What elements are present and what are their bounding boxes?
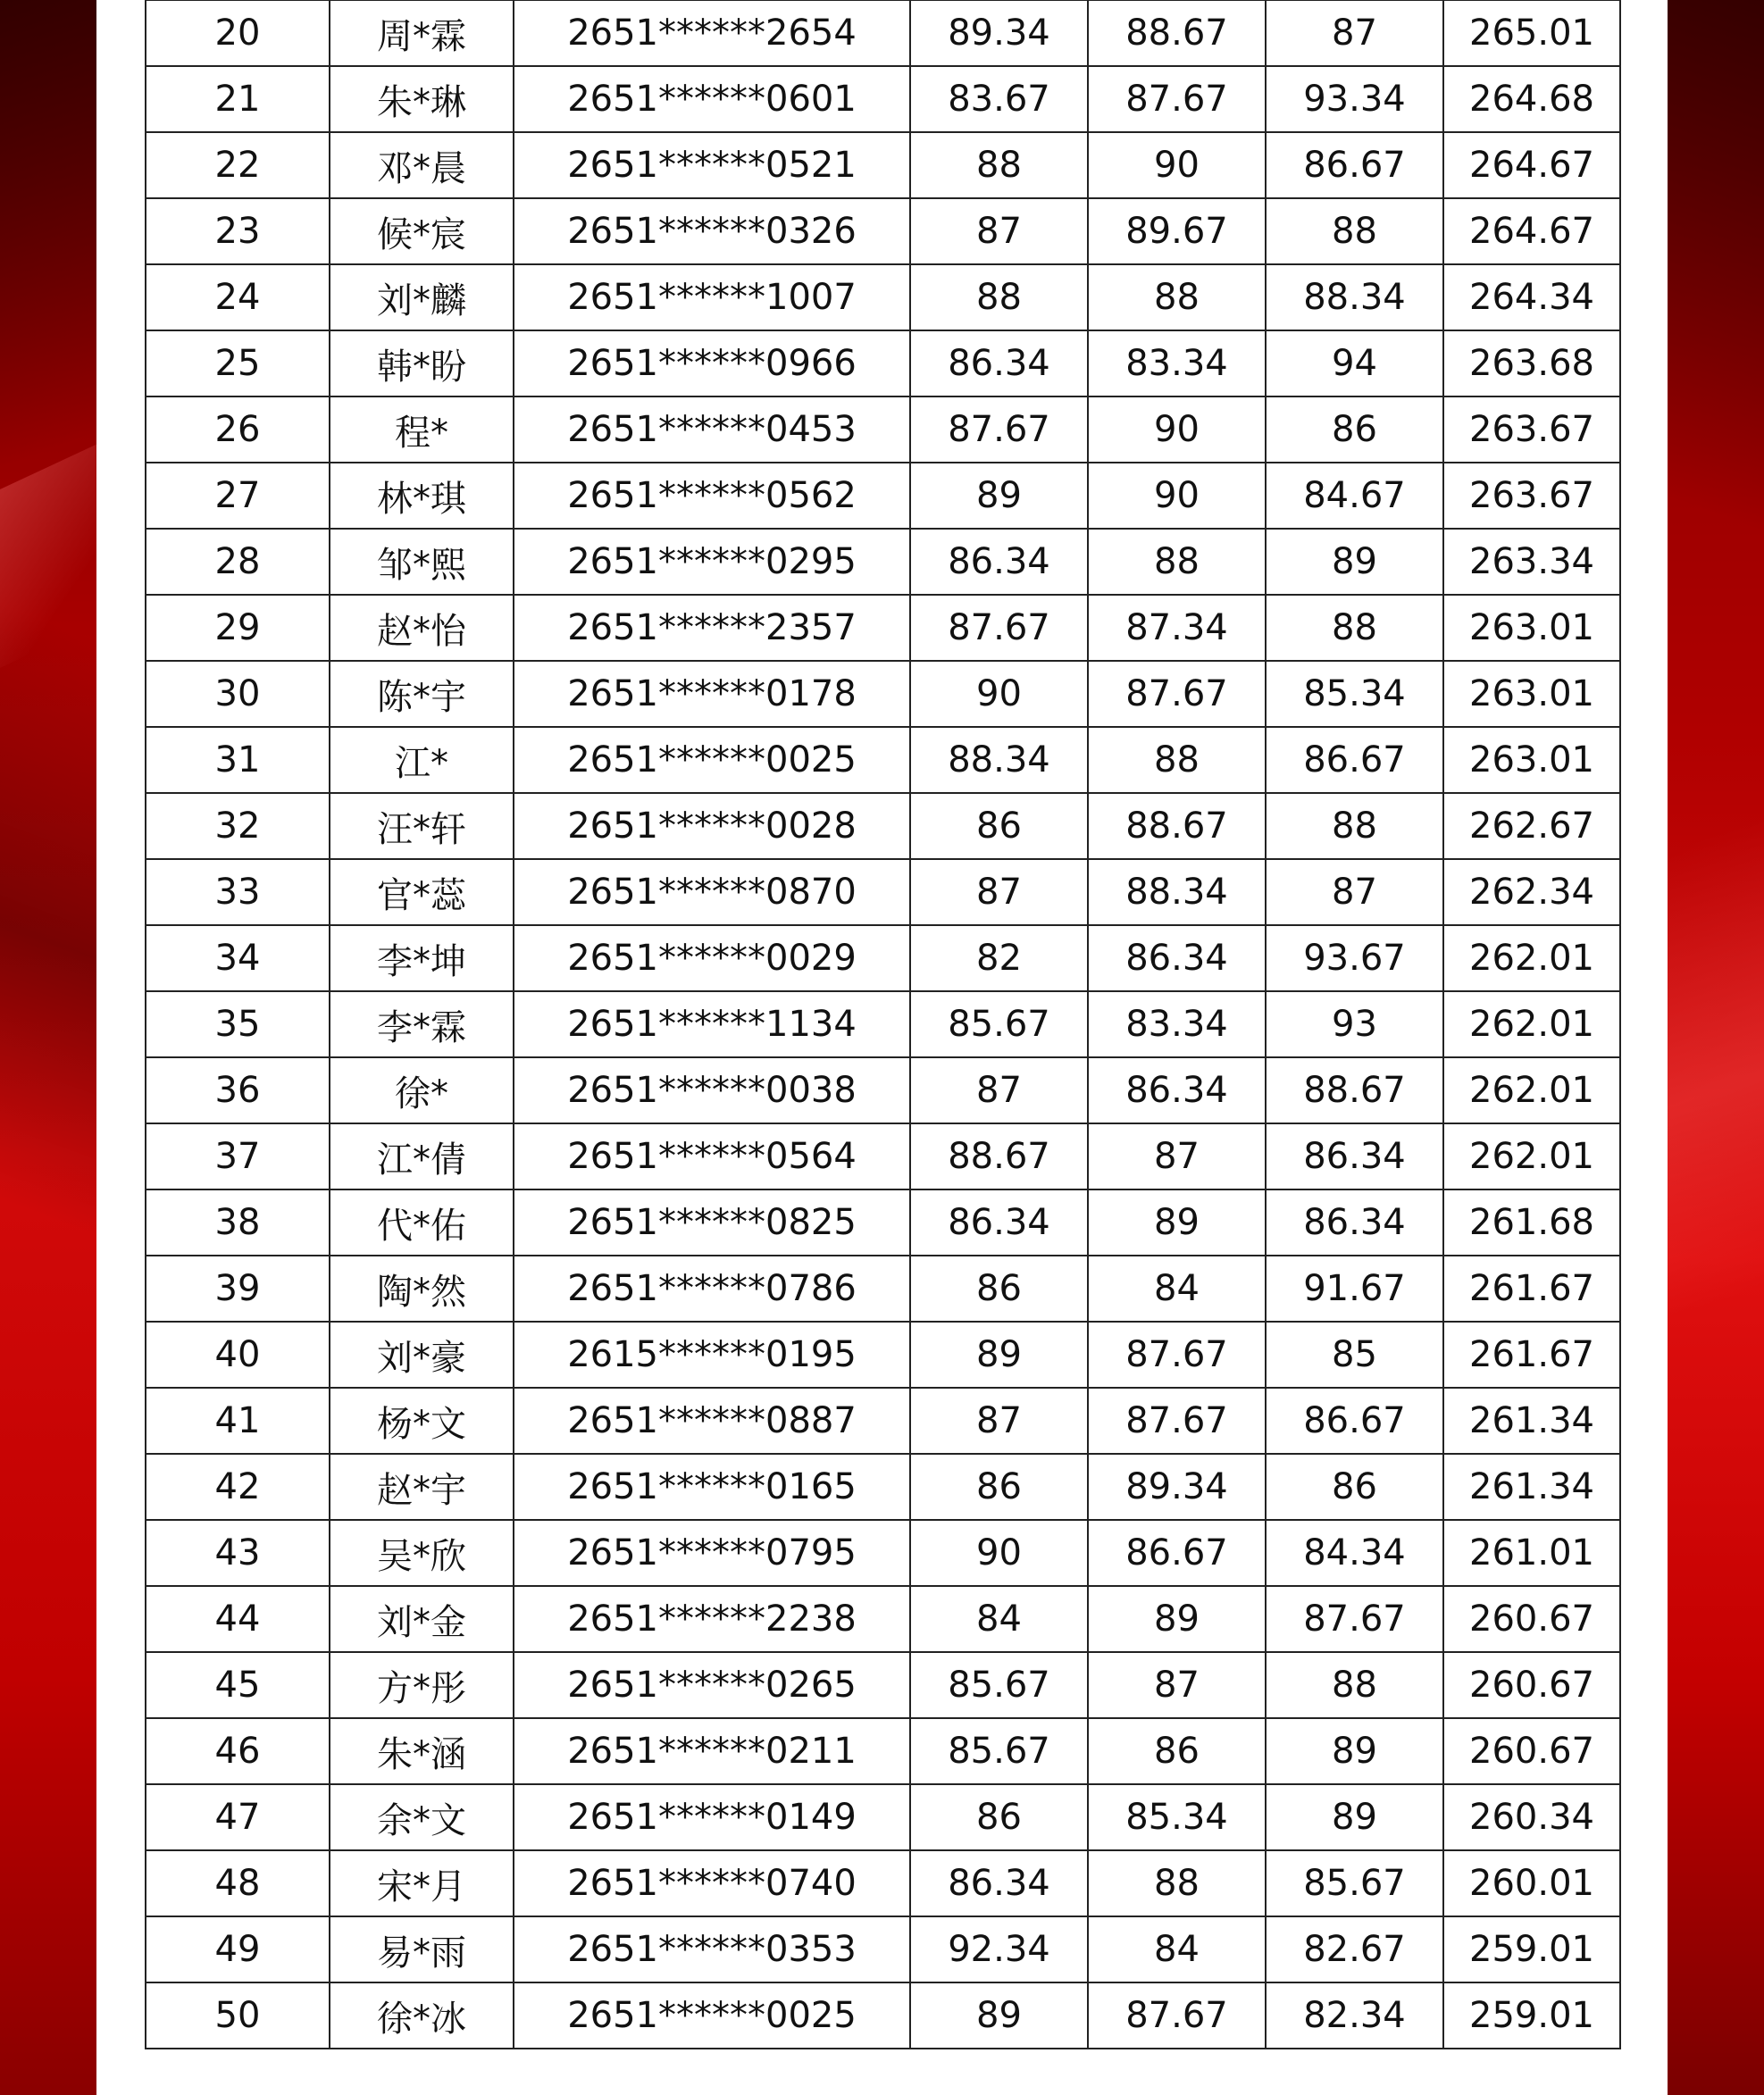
rank-cell: 29	[146, 595, 330, 661]
score-3-cell: 86.67	[1266, 132, 1443, 198]
total-score-cell: 261.34	[1443, 1454, 1620, 1520]
score-2-cell: 88	[1088, 264, 1266, 330]
score-3-cell: 86.34	[1266, 1123, 1443, 1189]
score-2-cell: 89.67	[1088, 198, 1266, 264]
rank-cell: 32	[146, 793, 330, 859]
id-number-cell: 2651******0870	[514, 859, 910, 925]
name-cell: 易*雨	[330, 1916, 514, 1982]
id-number-cell: 2651******0265	[514, 1652, 910, 1718]
id-number-cell: 2651******0038	[514, 1057, 910, 1123]
right-red-banner	[1668, 0, 1764, 2095]
score-2-cell: 87.67	[1088, 66, 1266, 132]
name-cell: 宋*月	[330, 1850, 514, 1916]
name-cell: 陈*宇	[330, 661, 514, 727]
table-row	[146, 1520, 1620, 1586]
rank-cell: 23	[146, 198, 330, 264]
table-row	[146, 1123, 1620, 1189]
score-1-cell: 88.67	[910, 1123, 1088, 1189]
total-score-cell: 263.34	[1443, 529, 1620, 595]
rank-cell: 22	[146, 132, 330, 198]
left-red-banner	[0, 0, 96, 2095]
name-cell: 余*文	[330, 1784, 514, 1850]
table-row	[146, 264, 1620, 330]
total-score-cell: 264.68	[1443, 66, 1620, 132]
table-row	[146, 330, 1620, 396]
id-number-cell: 2651******0786	[514, 1256, 910, 1322]
score-3-cell: 86	[1266, 1454, 1443, 1520]
total-score-cell: 262.67	[1443, 793, 1620, 859]
score-1-cell: 83.67	[910, 66, 1088, 132]
table-row	[146, 66, 1620, 132]
score-2-cell: 84	[1088, 1916, 1266, 1982]
table-row	[146, 1322, 1620, 1388]
table-row	[146, 1916, 1620, 1982]
rank-cell: 50	[146, 1982, 330, 2049]
table-row	[146, 991, 1620, 1057]
id-number-cell: 2651******0453	[514, 396, 910, 463]
name-cell: 李*霖	[330, 991, 514, 1057]
name-cell: 刘*金	[330, 1586, 514, 1652]
score-2-cell: 88	[1088, 529, 1266, 595]
id-number-cell: 2651******0795	[514, 1520, 910, 1586]
name-cell: 杨*文	[330, 1388, 514, 1454]
score-3-cell: 85.67	[1266, 1850, 1443, 1916]
total-score-cell: 264.67	[1443, 198, 1620, 264]
score-1-cell: 88	[910, 264, 1088, 330]
score-2-cell: 88.34	[1088, 859, 1266, 925]
table-row	[146, 661, 1620, 727]
total-score-cell: 262.01	[1443, 925, 1620, 991]
name-cell: 官*蕊	[330, 859, 514, 925]
score-3-cell: 89	[1266, 1718, 1443, 1784]
score-3-cell: 89	[1266, 529, 1443, 595]
score-2-cell: 87.67	[1088, 1388, 1266, 1454]
score-1-cell: 82	[910, 925, 1088, 991]
score-1-cell: 86	[910, 1256, 1088, 1322]
id-number-cell: 2651******2357	[514, 595, 910, 661]
score-1-cell: 86	[910, 1454, 1088, 1520]
id-number-cell: 2651******2654	[514, 0, 910, 66]
score-3-cell: 93.34	[1266, 66, 1443, 132]
score-3-cell: 87	[1266, 859, 1443, 925]
rank-cell: 49	[146, 1916, 330, 1982]
id-number-cell: 2651******0740	[514, 1850, 910, 1916]
score-2-cell: 88.67	[1088, 793, 1266, 859]
rank-cell: 20	[146, 0, 330, 66]
score-2-cell: 86.34	[1088, 925, 1266, 991]
id-number-cell: 2651******0353	[514, 1916, 910, 1982]
id-number-cell: 2651******1134	[514, 991, 910, 1057]
table-row	[146, 463, 1620, 529]
id-number-cell: 2651******0521	[514, 132, 910, 198]
table-row	[146, 1189, 1620, 1256]
total-score-cell: 263.01	[1443, 727, 1620, 793]
rank-cell: 48	[146, 1850, 330, 1916]
name-cell: 陶*然	[330, 1256, 514, 1322]
score-3-cell: 93.67	[1266, 925, 1443, 991]
total-score-cell: 263.01	[1443, 595, 1620, 661]
score-3-cell: 86.67	[1266, 1388, 1443, 1454]
score-1-cell: 86.34	[910, 1189, 1088, 1256]
total-score-cell: 264.34	[1443, 264, 1620, 330]
score-3-cell: 87.67	[1266, 1586, 1443, 1652]
total-score-cell: 260.67	[1443, 1718, 1620, 1784]
name-cell: 徐*冰	[330, 1982, 514, 2049]
score-1-cell: 89	[910, 1322, 1088, 1388]
rank-cell: 42	[146, 1454, 330, 1520]
total-score-cell: 263.67	[1443, 396, 1620, 463]
table-row	[146, 132, 1620, 198]
rank-cell: 25	[146, 330, 330, 396]
table-row	[146, 1982, 1620, 2049]
score-1-cell: 87	[910, 198, 1088, 264]
name-cell: 邓*晨	[330, 132, 514, 198]
rank-cell: 24	[146, 264, 330, 330]
score-2-cell: 83.34	[1088, 330, 1266, 396]
name-cell: 林*琪	[330, 463, 514, 529]
score-1-cell: 86.34	[910, 330, 1088, 396]
score-2-cell: 87.67	[1088, 1982, 1266, 2049]
total-score-cell: 261.67	[1443, 1256, 1620, 1322]
name-cell: 李*坤	[330, 925, 514, 991]
rank-cell: 33	[146, 859, 330, 925]
id-number-cell: 2651******0149	[514, 1784, 910, 1850]
rank-cell: 26	[146, 396, 330, 463]
score-2-cell: 84	[1088, 1256, 1266, 1322]
score-table	[145, 0, 1621, 2049]
rank-cell: 44	[146, 1586, 330, 1652]
table-row	[146, 1454, 1620, 1520]
score-2-cell: 88	[1088, 727, 1266, 793]
total-score-cell: 261.01	[1443, 1520, 1620, 1586]
score-1-cell: 87	[910, 1057, 1088, 1123]
score-3-cell: 91.67	[1266, 1256, 1443, 1322]
score-3-cell: 88.67	[1266, 1057, 1443, 1123]
total-score-cell: 261.68	[1443, 1189, 1620, 1256]
id-number-cell: 2651******0825	[514, 1189, 910, 1256]
table-row	[146, 396, 1620, 463]
total-score-cell: 265.01	[1443, 0, 1620, 66]
name-cell: 徐*	[330, 1057, 514, 1123]
total-score-cell: 264.67	[1443, 132, 1620, 198]
table-row	[146, 1057, 1620, 1123]
score-1-cell: 86	[910, 1784, 1088, 1850]
score-2-cell: 89	[1088, 1586, 1266, 1652]
score-3-cell: 82.67	[1266, 1916, 1443, 1982]
score-3-cell: 86	[1266, 396, 1443, 463]
name-cell: 邹*熙	[330, 529, 514, 595]
total-score-cell: 259.01	[1443, 1916, 1620, 1982]
score-3-cell: 94	[1266, 330, 1443, 396]
table-row	[146, 1388, 1620, 1454]
table-row	[146, 1784, 1620, 1850]
rank-cell: 35	[146, 991, 330, 1057]
id-number-cell: 2651******0601	[514, 66, 910, 132]
id-number-cell: 2651******0326	[514, 198, 910, 264]
table-row	[146, 0, 1620, 66]
score-1-cell: 86.34	[910, 1850, 1088, 1916]
score-3-cell: 87	[1266, 0, 1443, 66]
rank-cell: 39	[146, 1256, 330, 1322]
table-row	[146, 1718, 1620, 1784]
score-1-cell: 84	[910, 1586, 1088, 1652]
rank-cell: 21	[146, 66, 330, 132]
name-cell: 周*霖	[330, 0, 514, 66]
score-3-cell: 88	[1266, 198, 1443, 264]
total-score-cell: 260.01	[1443, 1850, 1620, 1916]
score-1-cell: 90	[910, 661, 1088, 727]
total-score-cell: 262.34	[1443, 859, 1620, 925]
id-number-cell: 2651******0165	[514, 1454, 910, 1520]
score-1-cell: 89.34	[910, 0, 1088, 66]
score-2-cell: 88	[1088, 1850, 1266, 1916]
table-row	[146, 198, 1620, 264]
score-1-cell: 90	[910, 1520, 1088, 1586]
score-table-body	[146, 0, 1620, 2049]
id-number-cell: 2651******0564	[514, 1123, 910, 1189]
score-2-cell: 87.67	[1088, 661, 1266, 727]
score-1-cell: 88	[910, 132, 1088, 198]
rank-cell: 28	[146, 529, 330, 595]
id-number-cell: 2651******0887	[514, 1388, 910, 1454]
table-row	[146, 1652, 1620, 1718]
score-2-cell: 90	[1088, 132, 1266, 198]
id-number-cell: 2651******0562	[514, 463, 910, 529]
name-cell: 候*宸	[330, 198, 514, 264]
score-3-cell: 85	[1266, 1322, 1443, 1388]
rank-cell: 37	[146, 1123, 330, 1189]
rank-cell: 45	[146, 1652, 330, 1718]
total-score-cell: 261.67	[1443, 1322, 1620, 1388]
score-2-cell: 90	[1088, 396, 1266, 463]
id-number-cell: 2651******0966	[514, 330, 910, 396]
total-score-cell: 260.67	[1443, 1586, 1620, 1652]
score-2-cell: 89.34	[1088, 1454, 1266, 1520]
rank-cell: 36	[146, 1057, 330, 1123]
total-score-cell: 261.34	[1443, 1388, 1620, 1454]
score-1-cell: 87.67	[910, 595, 1088, 661]
score-1-cell: 86	[910, 793, 1088, 859]
score-3-cell: 88	[1266, 1652, 1443, 1718]
score-1-cell: 87	[910, 859, 1088, 925]
table-row	[146, 1850, 1620, 1916]
score-3-cell: 82.34	[1266, 1982, 1443, 2049]
total-score-cell: 260.34	[1443, 1784, 1620, 1850]
score-1-cell: 86.34	[910, 529, 1088, 595]
total-score-cell: 263.68	[1443, 330, 1620, 396]
id-number-cell: 2651******2238	[514, 1586, 910, 1652]
score-1-cell: 88.34	[910, 727, 1088, 793]
name-cell: 代*佑	[330, 1189, 514, 1256]
score-2-cell: 86	[1088, 1718, 1266, 1784]
name-cell: 朱*琳	[330, 66, 514, 132]
score-2-cell: 87.67	[1088, 1322, 1266, 1388]
score-2-cell: 86.67	[1088, 1520, 1266, 1586]
score-3-cell: 93	[1266, 991, 1443, 1057]
score-3-cell: 88	[1266, 793, 1443, 859]
table-row	[146, 727, 1620, 793]
total-score-cell: 259.01	[1443, 1982, 1620, 2049]
name-cell: 江*倩	[330, 1123, 514, 1189]
score-1-cell: 89	[910, 1982, 1088, 2049]
total-score-cell: 262.01	[1443, 991, 1620, 1057]
total-score-cell: 263.67	[1443, 463, 1620, 529]
score-1-cell: 89	[910, 463, 1088, 529]
score-2-cell: 88.67	[1088, 0, 1266, 66]
score-2-cell: 89	[1088, 1189, 1266, 1256]
score-sheet	[96, 0, 1668, 2095]
id-number-cell: 2651******0028	[514, 793, 910, 859]
table-row	[146, 1586, 1620, 1652]
score-1-cell: 85.67	[910, 991, 1088, 1057]
id-number-cell: 2651******0025	[514, 1982, 910, 2049]
score-3-cell: 88	[1266, 595, 1443, 661]
id-number-cell: 2651******1007	[514, 264, 910, 330]
name-cell: 赵*宇	[330, 1454, 514, 1520]
name-cell: 韩*盼	[330, 330, 514, 396]
rank-cell: 46	[146, 1718, 330, 1784]
score-1-cell: 87.67	[910, 396, 1088, 463]
rank-cell: 47	[146, 1784, 330, 1850]
id-number-cell: 2651******0025	[514, 727, 910, 793]
table-row	[146, 793, 1620, 859]
rank-cell: 30	[146, 661, 330, 727]
id-number-cell: 2651******0295	[514, 529, 910, 595]
id-number-cell: 2615******0195	[514, 1322, 910, 1388]
rank-cell: 41	[146, 1388, 330, 1454]
rank-cell: 40	[146, 1322, 330, 1388]
rank-cell: 27	[146, 463, 330, 529]
score-2-cell: 90	[1088, 463, 1266, 529]
score-3-cell: 84.67	[1266, 463, 1443, 529]
name-cell: 赵*怡	[330, 595, 514, 661]
id-number-cell: 2651******0211	[514, 1718, 910, 1784]
table-row	[146, 595, 1620, 661]
name-cell: 方*彤	[330, 1652, 514, 1718]
score-1-cell: 92.34	[910, 1916, 1088, 1982]
score-2-cell: 85.34	[1088, 1784, 1266, 1850]
rank-cell: 38	[146, 1189, 330, 1256]
score-2-cell: 83.34	[1088, 991, 1266, 1057]
score-3-cell: 86.67	[1266, 727, 1443, 793]
score-3-cell: 86.34	[1266, 1189, 1443, 1256]
name-cell: 刘*豪	[330, 1322, 514, 1388]
table-row	[146, 529, 1620, 595]
score-2-cell: 87	[1088, 1652, 1266, 1718]
name-cell: 程*	[330, 396, 514, 463]
table-row	[146, 1256, 1620, 1322]
name-cell: 吴*欣	[330, 1520, 514, 1586]
total-score-cell: 263.01	[1443, 661, 1620, 727]
total-score-cell: 262.01	[1443, 1123, 1620, 1189]
score-2-cell: 86.34	[1088, 1057, 1266, 1123]
name-cell: 汪*轩	[330, 793, 514, 859]
score-1-cell: 85.67	[910, 1652, 1088, 1718]
score-2-cell: 87	[1088, 1123, 1266, 1189]
table-row	[146, 925, 1620, 991]
id-number-cell: 2651******0178	[514, 661, 910, 727]
rank-cell: 31	[146, 727, 330, 793]
name-cell: 江*	[330, 727, 514, 793]
score-3-cell: 88.34	[1266, 264, 1443, 330]
score-2-cell: 87.34	[1088, 595, 1266, 661]
score-1-cell: 85.67	[910, 1718, 1088, 1784]
name-cell: 朱*涵	[330, 1718, 514, 1784]
score-1-cell: 87	[910, 1388, 1088, 1454]
rank-cell: 34	[146, 925, 330, 991]
table-row	[146, 859, 1620, 925]
total-score-cell: 260.67	[1443, 1652, 1620, 1718]
name-cell: 刘*麟	[330, 264, 514, 330]
score-3-cell: 84.34	[1266, 1520, 1443, 1586]
total-score-cell: 262.01	[1443, 1057, 1620, 1123]
id-number-cell: 2651******0029	[514, 925, 910, 991]
rank-cell: 43	[146, 1520, 330, 1586]
score-3-cell: 89	[1266, 1784, 1443, 1850]
score-3-cell: 85.34	[1266, 661, 1443, 727]
